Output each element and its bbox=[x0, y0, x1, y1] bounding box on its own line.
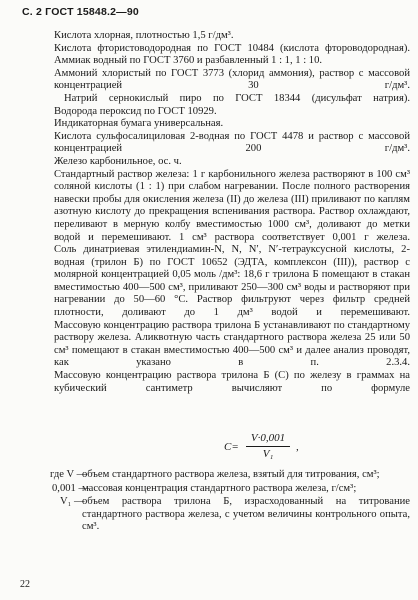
legend-text: объем раствора трилона Б, израсходованный на титрование стандартного раствора железа, с учетом величины контрольного опыта, см³. bbox=[82, 496, 410, 533]
formula-numerator: V·0,001 bbox=[246, 432, 290, 447]
paragraph: Стандартный раствор железа: 1 г карбонильного железа растворяют в 100 см³ соляной кислоты (1 : 1) при слабом нагревании. После полного растворения навески пробы для окисления железа (II) до железа (III) приливают по каплям азотную кислоту до прекращения вспенивания раствора. Раствор охлаждают, переливают в мерную колбу вместимостью 1000 см³, доливают до метки водой и перемешивают. 1 см³ раствора соответствует 0,001 г железа. bbox=[54, 168, 410, 243]
formula-fraction bbox=[246, 432, 290, 460]
formula-legend bbox=[34, 469, 410, 535]
formula-denominator: V₁ bbox=[262, 447, 274, 460]
reagent-line: Индикаторная бумага универсальная. bbox=[54, 118, 224, 130]
legend-item bbox=[34, 483, 410, 496]
reagent-line: Водорода пероксид по ГОСТ 10929. bbox=[54, 105, 217, 117]
reagent-line: Аммоний хлористый по ГОСТ 3773 (хлорид аммония), раствор с массовой концентрацией 30 г/дм³. bbox=[54, 67, 410, 92]
reagent-line: Натрий сернокислый пиро по ГОСТ 18344 (дисульфат натрия). bbox=[64, 92, 410, 104]
legend-symbol: V₁ — bbox=[60, 496, 85, 508]
paragraph: Массовую концентрацию раствора трилона Б устанавливают по стандартному раствору железа. Аликвотную часть стандартного раствора железа 25 или 50 см³ помещают в стакан вместимостью 400—500 см³ и далее анализ проводят, как указано в п. 2.3.4. bbox=[54, 319, 410, 369]
legend-symbol: где V — bbox=[50, 469, 88, 480]
page-number: 22 bbox=[20, 579, 30, 590]
formula-lhs: С= bbox=[224, 441, 239, 453]
legend-text: объем стандартного раствора железа, взятый для титрования, см³; bbox=[82, 469, 380, 480]
body-text bbox=[34, 30, 410, 395]
reagent-line: Аммиак водный по ГОСТ 3760 и разбавленный 1 : 1, 1 : 10. bbox=[54, 55, 323, 67]
formula-tail: , bbox=[296, 441, 299, 453]
page-header: С. 2 ГОСТ 15848.2—90 bbox=[22, 6, 139, 18]
legend-item bbox=[34, 469, 410, 482]
reagent-line: Кислота сульфосалициловая 2-водная по ГОСТ 4478 и раствор с массовой концентрацией 200 г/дм³. bbox=[54, 130, 410, 155]
reagent-line: Железо карбонильное, ос. ч. bbox=[54, 155, 182, 167]
paragraph: Массовую концентрацию раствора трилона Б (С) по железу в граммах на кубический сантиметр вычисляют по формуле bbox=[54, 370, 410, 394]
legend-text: массовая концентрация стандартного раствора железа, г/см³; bbox=[82, 482, 357, 494]
reagent-line: Кислота фтористоводородная по ГОСТ 10484 (кислота фтороводородная). bbox=[54, 42, 410, 54]
reagent-line: Кислота хлорная, плотностью 1,5 г/дм³. bbox=[54, 30, 234, 41]
legend-item bbox=[34, 496, 410, 534]
paragraph: Соль динатриевая этилендиамин-N, N, N′, N′-тетрауксусной кислоты, 2-водная (трилон Б) по ГОСТ 10652 (ЭДТА, комплексон (III)), раствор с молярной концентрацией 0,05 моль /дм³: 18,6 г трилона Б помещают в стакан вместимостью 400—500 см³, приливают 250—300 см³ воды и растворяют при нагревании до 50—60 °С. Раствор фильтруют через фильтр средней плотности, доливают до 1 дм³ водой и перемешивают. bbox=[54, 244, 410, 319]
legend-symbol: 0,001 — bbox=[52, 482, 90, 494]
